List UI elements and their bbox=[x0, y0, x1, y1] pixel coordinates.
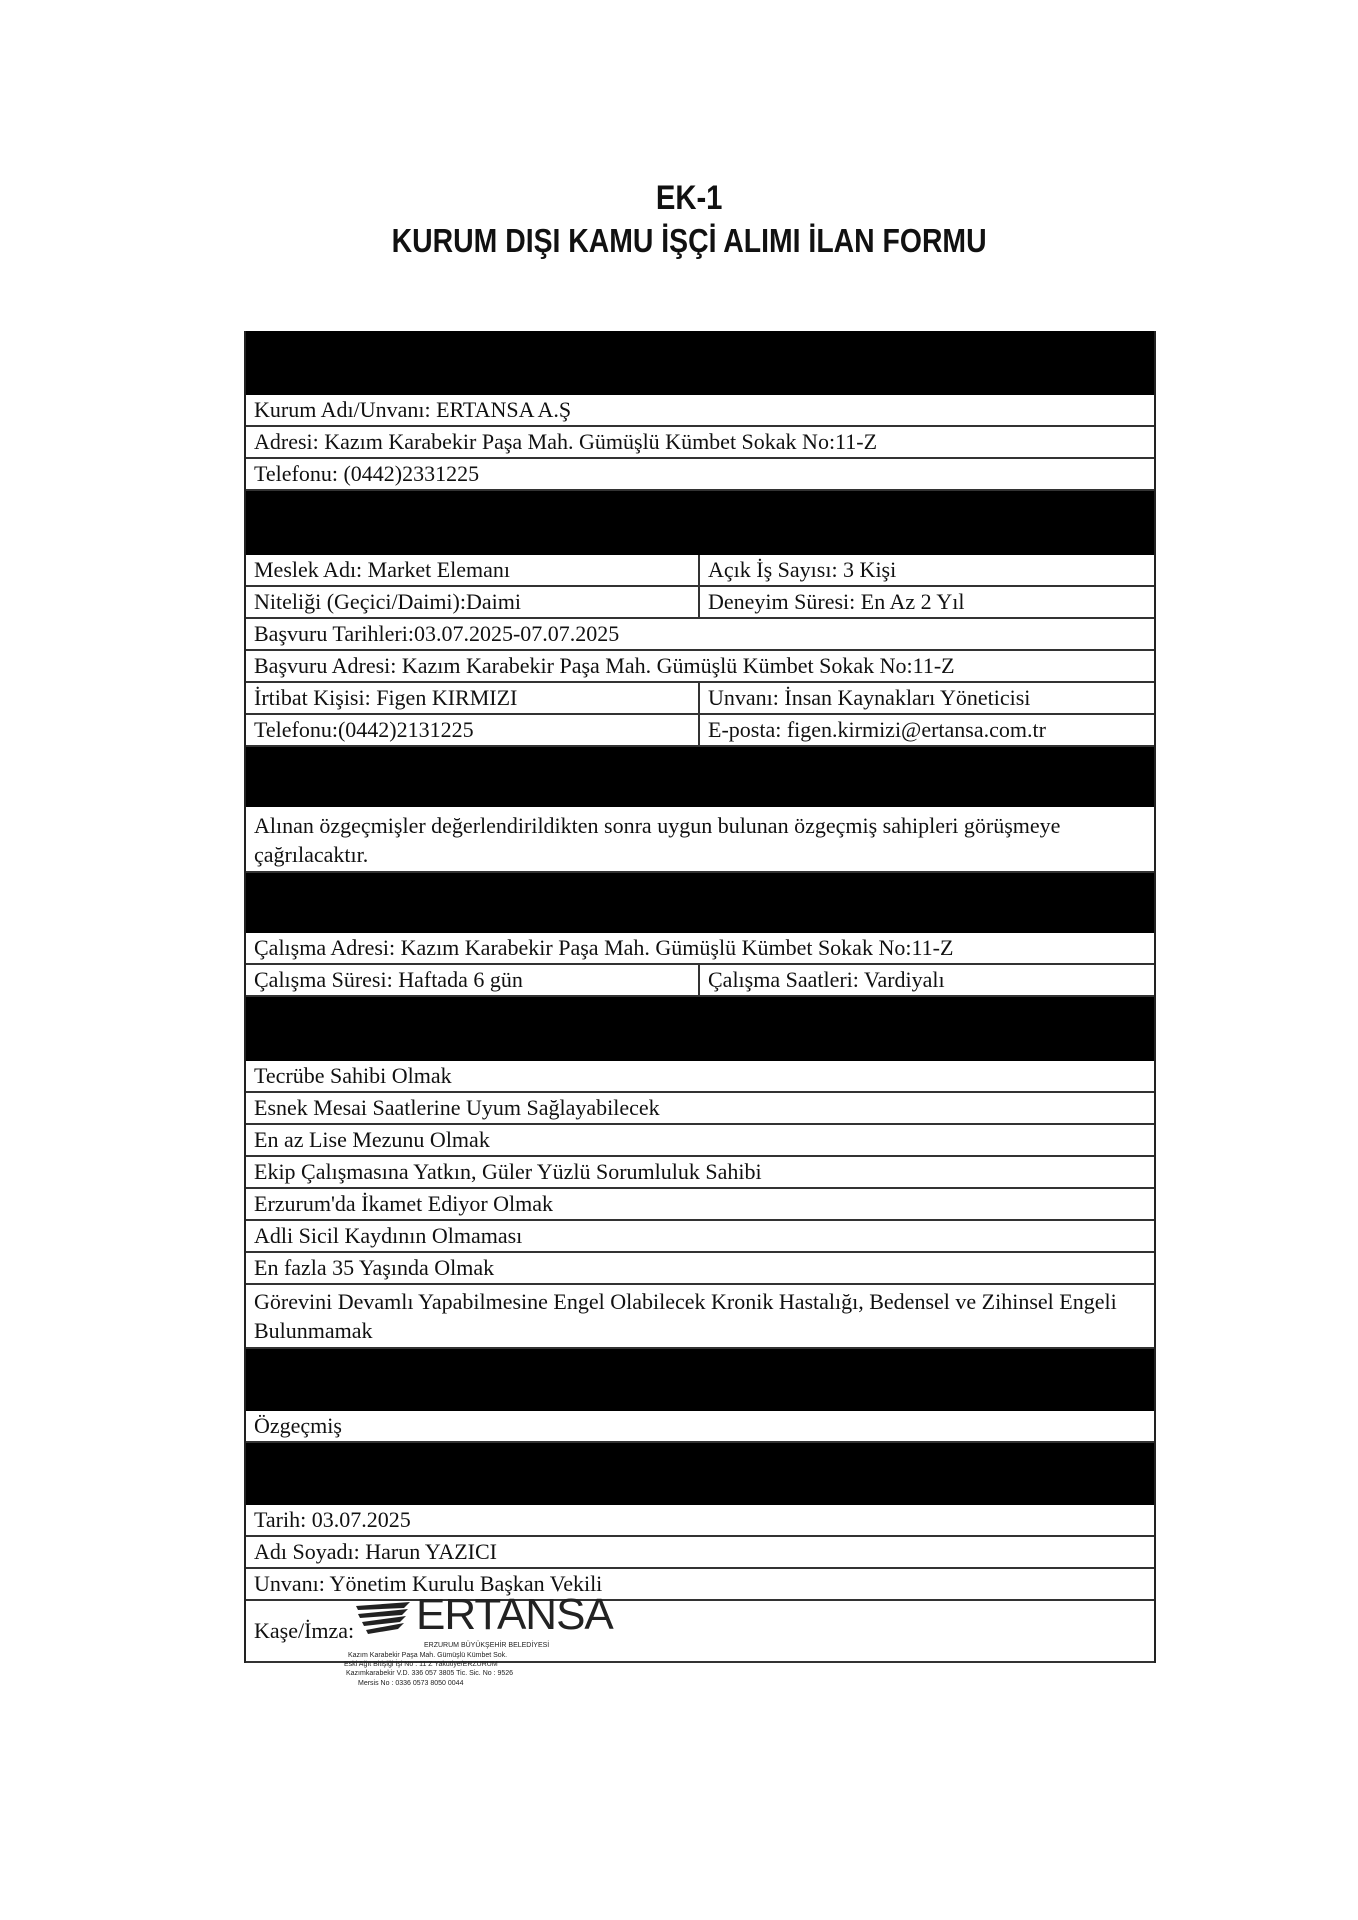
form-code: EK-1 bbox=[655, 179, 723, 217]
form-row bbox=[246, 619, 1154, 651]
form-row bbox=[246, 965, 1154, 997]
job-nature: Niteliği (Geçici/Daimi):Daimi bbox=[254, 589, 521, 614]
form-title: KURUM DIŞI KAMU İŞÇİ ALIMI İLAN FORMU bbox=[391, 222, 987, 259]
form-row bbox=[246, 587, 1154, 619]
stamp-signature-label: Kaşe/İmza: bbox=[254, 1618, 355, 1643]
form-row bbox=[246, 1569, 1154, 1601]
section-bar bbox=[246, 747, 1154, 807]
requirement-row bbox=[246, 1189, 1154, 1221]
stamp-line: Mersis No : 0336 0573 8050 0044 bbox=[358, 1680, 464, 1687]
form-row bbox=[246, 807, 1154, 873]
institution-name: Kurum Adı/Unvanı: ERTANSA A.Ş bbox=[254, 397, 572, 422]
form-row bbox=[246, 555, 1154, 587]
section-bar bbox=[246, 873, 1154, 933]
form-row bbox=[246, 395, 1154, 427]
profession: Meslek Adı: Market Elemanı bbox=[254, 557, 510, 582]
form-row bbox=[246, 651, 1154, 683]
form-row bbox=[246, 683, 1154, 715]
section-bar bbox=[246, 1349, 1154, 1411]
form-row bbox=[246, 1505, 1154, 1537]
form-row bbox=[246, 459, 1154, 491]
process-note: Alınan özgeçmişler değerlendirildikten sonra uygun bulunan özgeçmiş sahipleri görüşmeye çağrılacaktır. bbox=[254, 813, 1061, 867]
signature-date: Tarih: 03.07.2025 bbox=[254, 1507, 411, 1532]
work-address: Çalışma Adresi: Kazım Karabekir Paşa Mah. Gümüşlü Kümbet Sokak No:11-Z bbox=[254, 935, 954, 960]
document-header bbox=[97, 178, 1265, 264]
section-bar bbox=[246, 997, 1154, 1061]
requirement-item: Erzurum'da İkamet Ediyor Olmak bbox=[254, 1191, 554, 1216]
section-bar bbox=[246, 1443, 1154, 1505]
requirement-item: Esnek Mesai Saatlerine Uyum Sağlayabilecek bbox=[254, 1095, 660, 1120]
form-row bbox=[246, 933, 1154, 965]
form-row bbox=[246, 1537, 1154, 1569]
contact-email: E-posta: figen.kirmizi@ertansa.com.tr bbox=[698, 715, 1154, 745]
application-address: Başvuru Adresi: Kazım Karabekir Paşa Mah. Gümüşlü Kümbet Sokak No:11-Z bbox=[254, 653, 955, 678]
signer-name: Adı Soyadı: Harun YAZICI bbox=[254, 1539, 497, 1564]
requirement-item: Tecrübe Sahibi Olmak bbox=[254, 1063, 452, 1088]
experience-duration: Deneyim Süresi: En Az 2 Yıl bbox=[698, 587, 1154, 617]
requirement-row bbox=[246, 1093, 1154, 1125]
requirement-row bbox=[246, 1221, 1154, 1253]
required-documents: Özgeçmiş bbox=[254, 1413, 342, 1438]
stamp-brand: ERTANSA bbox=[416, 1590, 613, 1639]
contact-title: Unvanı: İnsan Kaynakları Yöneticisi bbox=[698, 683, 1154, 713]
requirement-row bbox=[246, 1253, 1154, 1285]
form-row bbox=[246, 1411, 1154, 1443]
form-row bbox=[246, 715, 1154, 747]
work-duration: Çalışma Süresi: Haftada 6 gün bbox=[254, 967, 523, 992]
announcement-form bbox=[244, 331, 1156, 1663]
open-positions: Açık İş Sayısı: 3 Kişi bbox=[698, 555, 1154, 585]
contact-person: İrtibat Kişisi: Figen KIRMIZI bbox=[254, 685, 518, 710]
requirement-row bbox=[246, 1157, 1154, 1189]
requirement-item: En az Lise Mezunu Olmak bbox=[254, 1127, 490, 1152]
requirement-item: En fazla 35 Yaşında Olmak bbox=[254, 1255, 495, 1280]
contact-phone: Telefonu:(0442)2131225 bbox=[254, 717, 474, 742]
institution-address: Adresi: Kazım Karabekir Paşa Mah. Gümüşlü Kümbet Sokak No:11-Z bbox=[254, 429, 878, 454]
institution-phone: Telefonu: (0442)2331225 bbox=[254, 461, 480, 486]
stamp-line: Kazımkarabekir V.D. 336 057 3805 Tic. Sic. No : 9526 bbox=[346, 1670, 514, 1677]
work-hours: Çalışma Saatleri: Vardiyalı bbox=[698, 965, 1154, 995]
form-row bbox=[246, 427, 1154, 459]
signer-title: Unvanı: Yönetim Kurulu Başkan Vekili bbox=[254, 1571, 603, 1596]
requirement-row bbox=[246, 1061, 1154, 1093]
requirement-row bbox=[246, 1285, 1154, 1349]
stamp-line: Kazım Karabekir Paşa Mah. Gümüşlü Kümbet Sok. bbox=[348, 1652, 508, 1659]
requirement-item: Adli Sicil Kaydının Olmaması bbox=[254, 1223, 523, 1248]
ertansa-wing-logo-icon bbox=[354, 1600, 414, 1636]
section-bar bbox=[246, 491, 1154, 555]
section-bar bbox=[246, 331, 1154, 395]
requirement-item: Görevini Devamlı Yapabilmesine Engel Olabilecek Kronik Hastalığı, Bedensel ve Zihinsel Engeli Bulunmamak bbox=[254, 1289, 1117, 1343]
requirement-row bbox=[246, 1125, 1154, 1157]
application-dates: Başvuru Tarihleri:03.07.2025-07.07.2025 bbox=[254, 621, 620, 646]
requirement-item: Ekip Çalışmasına Yatkın, Güler Yüzlü Sorumluluk Sahibi bbox=[254, 1159, 762, 1184]
stamp-line: Eski Ağıt Bitişiği İşi No : 11 Z Yakutiye/ERZURUM bbox=[344, 1661, 498, 1668]
company-stamp bbox=[344, 1590, 624, 1700]
stamp-line: ERZURUM BÜYÜKŞEHİR BELEDİYESİ bbox=[424, 1642, 550, 1649]
